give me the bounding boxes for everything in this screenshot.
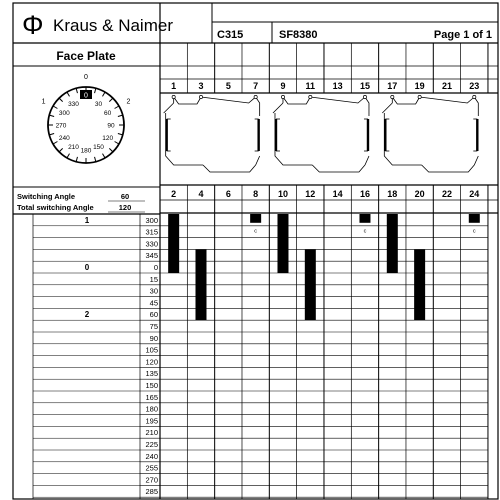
- company-name: Kraus & Naimer: [53, 16, 173, 35]
- closed-contact-bar: [195, 249, 206, 320]
- switching-angle-value: 60: [120, 192, 130, 201]
- angle-label: 15: [149, 274, 158, 284]
- terminal-bottom-label: 14: [332, 189, 343, 199]
- dial-tick: [95, 157, 96, 162]
- kn-logo-icon: Φ: [22, 10, 44, 40]
- terminal-bottom-label: 4: [198, 189, 204, 199]
- dial-tick: [53, 142, 57, 145]
- face-plate-title: Face Plate: [56, 49, 116, 63]
- dial-position-mark: 0: [84, 74, 88, 81]
- terminal-node-icon: [254, 95, 257, 98]
- angle-label: 180: [145, 404, 158, 414]
- angle-label: 300: [145, 215, 158, 225]
- dial-tick: [109, 98, 113, 102]
- terminal-top-label: 23: [469, 81, 480, 91]
- angle-label: 165: [145, 392, 158, 402]
- angle-label: 150: [145, 381, 158, 390]
- contact-circuit: [382, 97, 478, 172]
- angle-label: 270: [145, 475, 158, 485]
- dial-tick: [59, 98, 63, 102]
- closed-contact-bar: [359, 214, 370, 223]
- terminal-bottom-label: 16: [359, 189, 370, 199]
- dial-angle-mark: 90: [107, 122, 115, 130]
- angle-label: 255: [145, 463, 158, 473]
- dial-angle-mark: 120: [102, 135, 114, 142]
- face-plate-panel: [13, 49, 160, 214]
- dial-tick: [49, 134, 54, 135]
- dial-tick: [95, 88, 96, 93]
- terminal-bottom-label: 20: [414, 189, 425, 199]
- terminal-top-label: 3: [198, 81, 204, 91]
- closed-contact-bar: [250, 214, 261, 223]
- dial-tick: [118, 115, 123, 116]
- dial-tick: [76, 157, 77, 162]
- dial-tick: [103, 92, 106, 96]
- terminal-bottom-label: 8: [253, 189, 259, 199]
- angle-label: 345: [145, 251, 158, 261]
- dial-tick: [49, 115, 54, 116]
- part-number: SF8380: [279, 29, 318, 41]
- angle-label: 240: [145, 451, 158, 461]
- dial-angle-mark: 180: [80, 147, 92, 155]
- terminal-bottom-label: 12: [305, 189, 316, 199]
- angle-label: 330: [145, 239, 158, 249]
- dial-position-mark: 2: [126, 98, 131, 106]
- dial-tick: [53, 106, 57, 109]
- angle-label: 285: [145, 487, 158, 497]
- terminal-top-label: 9: [280, 81, 286, 91]
- terminal-bottom-label: 24: [469, 189, 480, 199]
- header: [13, 3, 498, 43]
- dial-diagram: [42, 74, 131, 163]
- dial-tick: [109, 148, 113, 152]
- angle-label: 315: [145, 227, 158, 237]
- angle-label: 90: [149, 333, 158, 343]
- terminal-bottom-label: 6: [225, 189, 231, 199]
- terminal-bottom-label: 22: [441, 189, 452, 199]
- dial-tick: [103, 154, 106, 158]
- closed-contact-bar: [305, 249, 316, 320]
- dial-angle-mark: 60: [104, 110, 112, 117]
- total-angle-label: Total switching Angle: [17, 203, 94, 212]
- dial-angle-mark: 270: [55, 122, 67, 130]
- dial-angle-mark: 150: [93, 144, 104, 152]
- closed-contact-bar: [469, 214, 480, 223]
- terminal-node-icon: [281, 95, 284, 98]
- angle-label: 30: [149, 286, 158, 296]
- closed-contact-bar: [414, 249, 425, 320]
- dial-angle-mark: 330: [68, 100, 79, 108]
- dial-angle-mark: 30: [94, 100, 103, 108]
- terminal-top-label: 1: [171, 81, 177, 91]
- terminal-top-label: 15: [359, 81, 370, 91]
- angle-label: 75: [149, 322, 158, 331]
- terminal-top-label: 7: [253, 81, 259, 91]
- terminal-top-label: 21: [441, 81, 452, 91]
- angle-label: 210: [145, 428, 158, 438]
- closed-contact-bar: [168, 214, 179, 273]
- terminal-node-icon: [199, 95, 202, 98]
- dial-handle-label: 0: [84, 92, 88, 100]
- terminal-node-icon: [391, 95, 394, 98]
- dial-angle-mark: 210: [68, 144, 79, 152]
- contact-circuit: [273, 97, 369, 172]
- contact-wiring: [164, 95, 479, 172]
- contact-grid: [160, 3, 498, 499]
- contact-circuit: [164, 97, 260, 172]
- terminal-node-icon: [473, 95, 476, 98]
- dial-tick: [115, 142, 119, 145]
- angle-label: 225: [145, 440, 158, 449]
- dial-angle-mark: 300: [58, 110, 70, 117]
- switch-position-label: 2: [84, 310, 90, 320]
- angle-label: 120: [145, 357, 158, 367]
- dial-tick: [67, 92, 70, 96]
- page-indicator: Page 1 of 1: [433, 29, 492, 41]
- terminal-node-icon: [309, 95, 312, 98]
- angle-label: 45: [149, 298, 158, 308]
- terminal-node-icon: [363, 95, 366, 98]
- series-code: C315: [217, 29, 244, 41]
- terminal-node-icon: [418, 95, 421, 98]
- dial-position-mark: 1: [41, 98, 46, 106]
- dial-tick: [115, 106, 119, 109]
- terminal-top-label: 17: [387, 81, 398, 91]
- angle-label: 60: [149, 310, 158, 320]
- contact-note: c: [363, 228, 367, 235]
- terminal-node-icon: [172, 95, 175, 98]
- angle-label: 195: [145, 416, 158, 426]
- terminal-top-label: 19: [414, 81, 425, 91]
- angle-label: 0: [153, 263, 158, 272]
- closed-contact-bar: [387, 214, 398, 273]
- contact-note: c: [472, 228, 476, 235]
- dial-tick: [67, 154, 70, 158]
- switch-position-label: 1: [84, 215, 90, 225]
- terminal-bottom-label: 2: [171, 189, 177, 199]
- terminal-top-label: 11: [305, 81, 316, 91]
- switching-angle-label: Switching Angle: [17, 192, 76, 201]
- terminal-top-label: 5: [225, 81, 231, 91]
- total-angle-value: 120: [118, 203, 132, 212]
- dial-angle-mark: 240: [58, 135, 70, 142]
- dial-tick: [59, 148, 63, 152]
- angle-label: 105: [145, 345, 158, 355]
- switch-position-label: 0: [84, 263, 90, 272]
- terminal-top-label: 13: [332, 81, 343, 91]
- dial-tick: [76, 88, 77, 93]
- dial-tick: [118, 134, 123, 135]
- closed-contact-bar: [277, 214, 288, 273]
- angle-label: 135: [145, 369, 158, 379]
- terminal-bottom-label: 10: [277, 189, 288, 199]
- contact-note: c: [254, 228, 258, 235]
- terminal-bottom-label: 18: [387, 189, 398, 199]
